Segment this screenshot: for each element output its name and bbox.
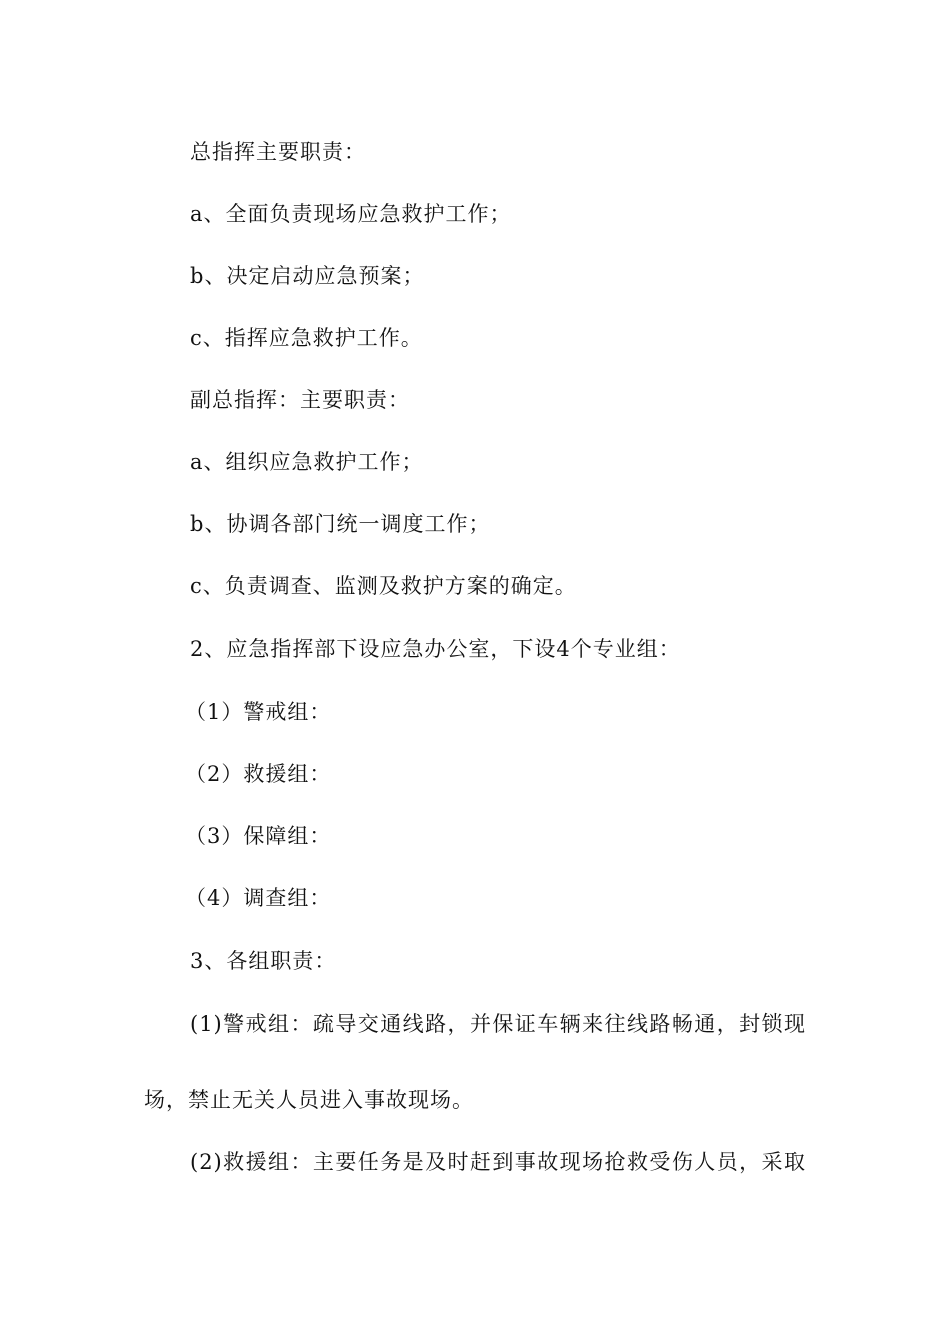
paragraph-line: (1)警戒组：疏导交通线路，并保证车辆来往线路畅通，封锁现 — [190, 1012, 806, 1036]
list-item: （3）保障组： — [185, 824, 332, 848]
list-item: a、全面负责现场应急救护工作； — [190, 202, 512, 226]
heading-deputy-commander-duties: 副总指挥：主要职责： — [190, 388, 410, 412]
paragraph-line: (2)救援组：主要任务是及时赶到事故现场抢救受伤人员，采取 — [190, 1150, 806, 1174]
list-item: c、指挥应急救护工作。 — [190, 326, 423, 350]
list-item: （4）调查组： — [185, 886, 332, 910]
list-item: b、协调各部门统一调度工作； — [190, 512, 491, 536]
section-office-groups: 2、应急指挥部下设应急办公室，下设4个专业组： — [190, 637, 681, 661]
paragraph-line: 场，禁止无关人员进入事故现场。 — [144, 1088, 474, 1112]
heading-commander-duties: 总指挥主要职责： — [190, 140, 366, 164]
list-item: b、决定启动应急预案； — [190, 264, 425, 288]
list-item: c、负责调查、监测及救护方案的确定。 — [190, 574, 577, 598]
list-item: （1）警戒组： — [185, 700, 332, 724]
list-item: （2）救援组： — [185, 762, 332, 786]
list-item: a、组织应急救护工作； — [190, 450, 424, 474]
section-group-duties: 3、各组职责： — [190, 949, 337, 973]
